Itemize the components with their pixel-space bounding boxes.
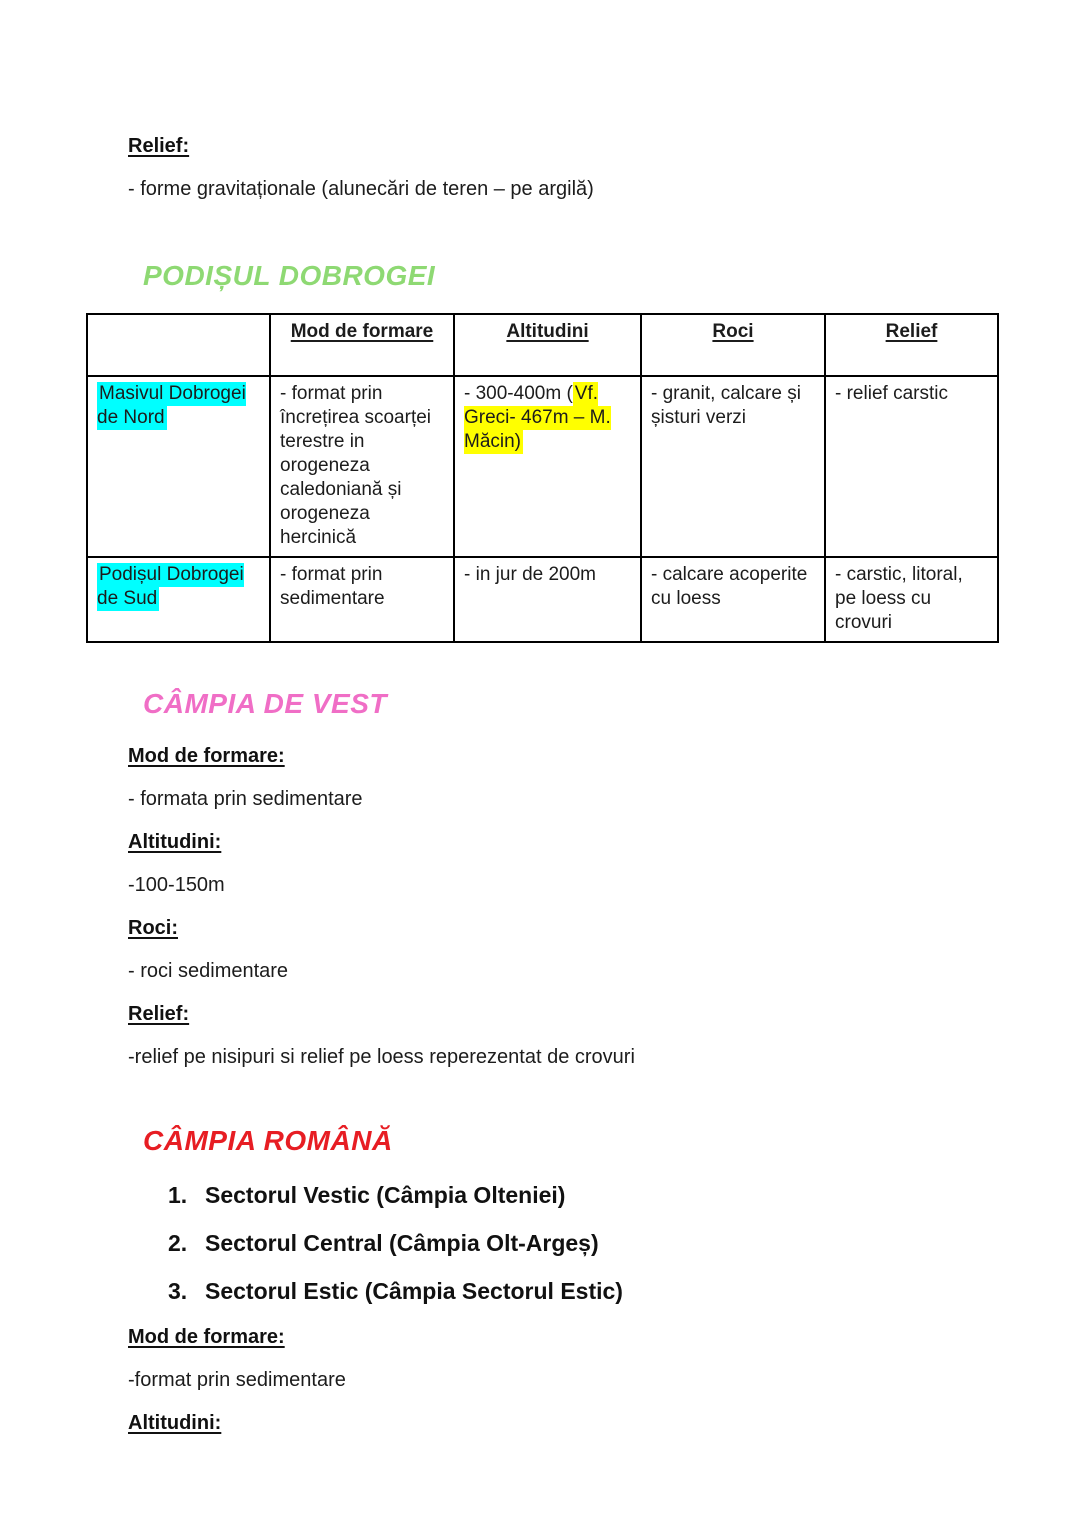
altitudini-label: Altitudini: [128,831,222,853]
list-item [168,1277,1000,1305]
sector-list [168,1181,1000,1305]
list-item-label: Sectorul Estic (Câmpia Sectorul Estic) [205,1278,623,1304]
roci-item: - roci sedimentare [128,960,289,982]
header-cell-mod-de-formare: Mod de formare [270,314,454,376]
mod-de-formare-label: Mod de formare: [128,1326,285,1348]
yellow-highlighted-text: Vf. Greci- 467m – M. Măcin) [464,383,611,452]
campia-romana-entries [128,1325,1000,1435]
list-item-number: 3. [168,1278,188,1304]
row-name-cell [87,376,270,557]
altitudini-label: Altitudini: [128,1412,222,1434]
altitudini-cell [454,557,641,642]
mod-de-formare-item: -format prin sedimentare [128,1369,346,1391]
altitudini-item: -100-150m [128,874,225,896]
relief-item: -relief pe nisipuri si relief pe loess reperezentat de crovuri [128,1046,635,1068]
relief-item: - forme gravitaționale (alunecări de teren – pe argilă) [128,178,594,200]
mod-de-formare-item: - formata prin sedimentare [128,788,363,810]
dobrogea-table [86,313,999,643]
altitudini-plain-text: - 300-400m ( [464,383,573,404]
altitudini-cell [454,376,641,557]
relief-cell: - relief carstic [825,376,998,557]
roci-cell: - calcare acoperite cu loess [641,557,825,642]
relief-label: Relief: [128,1003,190,1025]
list-item [168,1229,1000,1257]
mod-de-formare-label: Mod de formare: [128,745,285,767]
altitudini-plain-text: - in jur de 200m [464,564,597,585]
roci-cell: - granit, calcare și șisturi verzi [641,376,825,557]
campia-de-vest-entries [128,744,1000,1069]
roci-label: Roci: [128,917,178,939]
cyan-highlighted-name: Podișul Dobrogei de Sud [97,564,244,609]
mod-de-formare-cell: - format prin sedimentare [270,557,454,642]
relief-label: Relief: [128,135,190,157]
table-row [87,376,998,557]
header-cell-relief: Relief [825,314,998,376]
cyan-highlighted-name: Masivul Dobrogei de Nord [97,383,246,428]
heading-podisul-dobrogei: PODIȘUL DOBROGEI [143,260,436,291]
mod-de-formare-cell: - format prin încrețirea scoarței terestre in orogeneza caledoniană și orogeneza hercinică [270,376,454,557]
row-name-cell [87,557,270,642]
list-item-number: 1. [168,1182,188,1208]
header-cell-roci: Roci [641,314,825,376]
list-item-label: Sectorul Vestic (Câmpia Olteniei) [205,1182,566,1208]
heading-campia-de-vest: CÂMPIA DE VEST [143,688,387,719]
relief-cell: - carstic, litoral, pe loess cu crovuri [825,557,998,642]
table-row [87,557,998,642]
list-item-label: Sectorul Central (Câmpia Olt-Argeș) [205,1230,599,1256]
list-item [168,1181,1000,1209]
heading-campia-romana: CÂMPIA ROMÂNĂ [143,1125,393,1156]
header-cell-empty [87,314,270,376]
header-cell-altitudini: Altitudini [454,314,641,376]
table-header-row [87,314,998,376]
list-item-number: 2. [168,1230,188,1256]
